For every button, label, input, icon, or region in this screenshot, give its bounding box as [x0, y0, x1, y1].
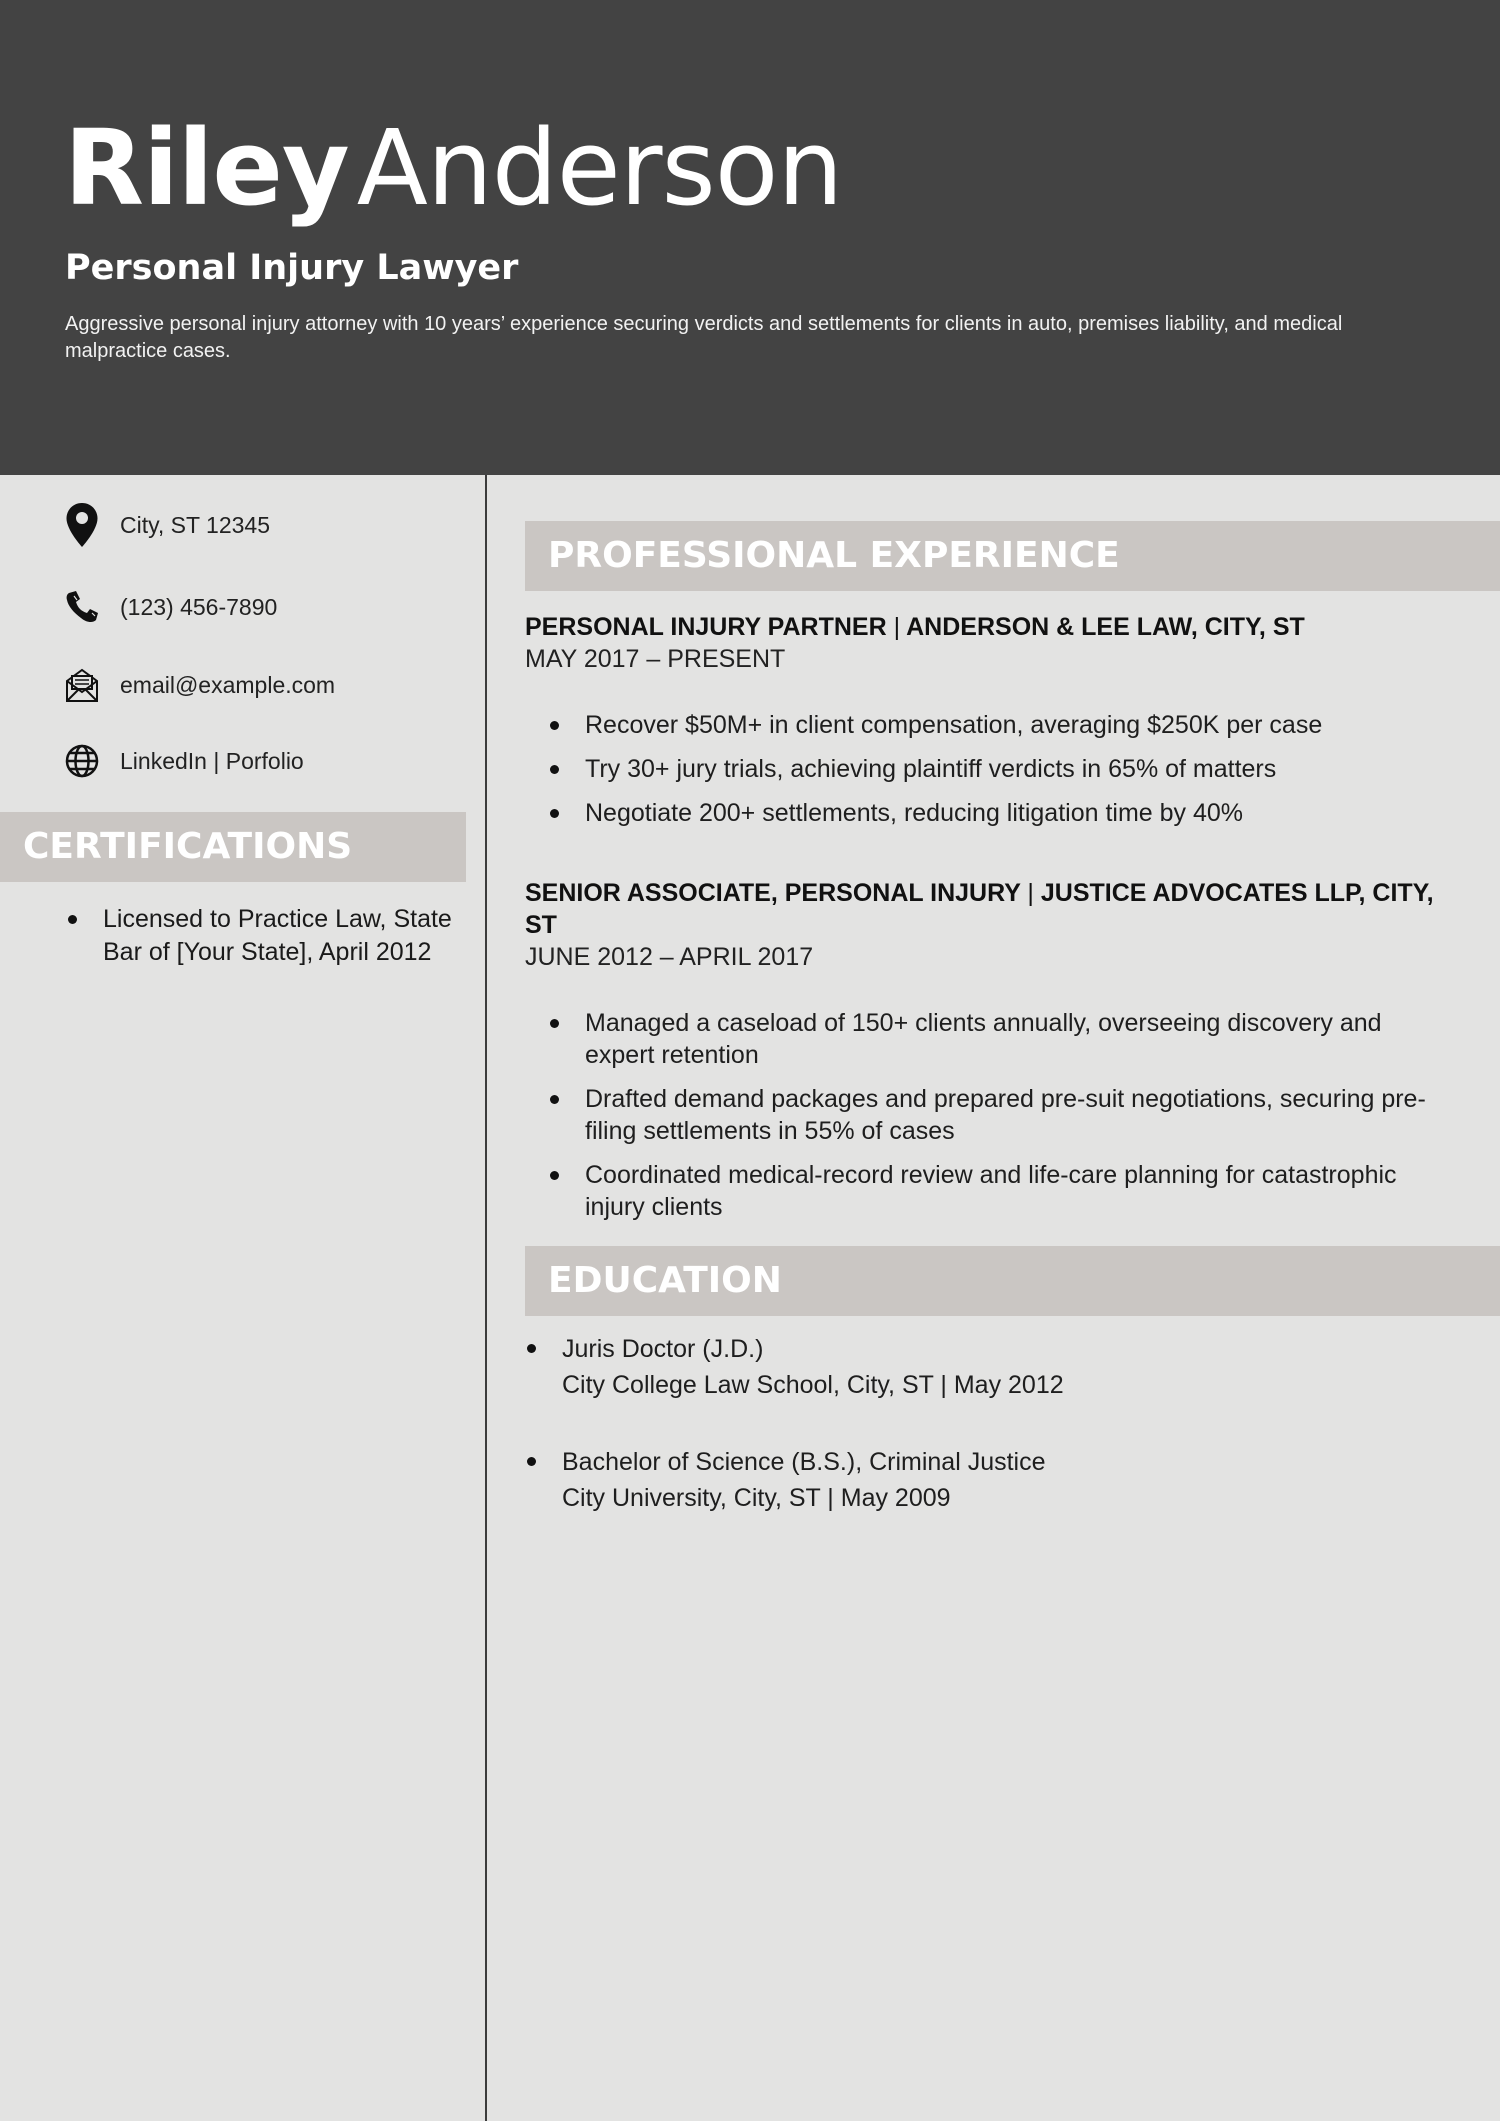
job-1-bullet: Try 30+ jury trials, achieving plaintiff verdicts in 65% of matters	[525, 753, 1455, 785]
contact-email[interactable]	[64, 661, 335, 709]
job-1-dates: MAY 2017 – PRESENT	[525, 645, 786, 673]
linkedin-link[interactable]: LinkedIn	[120, 748, 207, 774]
education-degree: Juris Doctor (J.D.)	[562, 1335, 764, 1363]
certifications-list	[65, 903, 475, 969]
email-link[interactable]: email@example.com	[120, 672, 336, 698]
job-1-title	[525, 611, 1445, 643]
experience-heading: PROFESSIONAL EXPERIENCE	[548, 535, 1120, 576]
job-2-bullets	[525, 1007, 1450, 1235]
education-item	[525, 1444, 1445, 1516]
education-list	[525, 1331, 1445, 1557]
education-degree: Bachelor of Science (B.S.), Criminal Justice	[562, 1448, 1046, 1476]
job-2-role: SENIOR ASSOCIATE, PERSONAL INJURY	[525, 879, 1021, 907]
job-title: Personal Injury Lawyer	[65, 248, 519, 288]
job-1-employer: ANDERSON & LEE LAW, CITY, ST	[906, 613, 1305, 641]
job-2-employer: JUSTICE ADVOCATES LLP, CITY, ST	[525, 879, 1434, 939]
location-pin-icon	[64, 501, 100, 549]
header-banner	[0, 0, 1500, 475]
globe-icon	[64, 737, 100, 785]
job-1-bullet: Negotiate 200+ settlements, reducing litigation time by 40%	[525, 797, 1455, 829]
education-item	[525, 1331, 1445, 1403]
certification-item: Licensed to Practice Law, State Bar of [Your State], April 2012	[65, 903, 475, 969]
links-separator: |	[213, 748, 220, 774]
education-school: City University, City, ST | May 2009	[562, 1484, 951, 1512]
certifications-heading-band	[0, 812, 466, 882]
job-1-bullet: Recover $50M+ in client compensation, averaging $250K per case	[525, 709, 1455, 741]
envelope-icon	[64, 661, 100, 709]
phone-text: (123) 456-7890	[120, 594, 278, 620]
education-school: City College Law School, City, ST | May 2012	[562, 1371, 1064, 1399]
job-2-title	[525, 877, 1445, 941]
full-name	[64, 108, 842, 228]
location-text: City, ST 12345	[120, 512, 271, 538]
job-2-separator: |	[1027, 879, 1034, 907]
contact-phone	[64, 583, 277, 631]
phone-icon	[64, 583, 100, 631]
contact-links	[64, 737, 304, 785]
job-2-bullet: Drafted demand packages and prepared pre-suit negotiations, securing pre-filing settlements in 55% of cases	[525, 1083, 1450, 1147]
education-heading: EDUCATION	[548, 1260, 782, 1301]
links-text	[120, 746, 304, 776]
job-1-bullets	[525, 709, 1455, 841]
portfolio-link[interactable]: Porfolio	[225, 748, 304, 774]
first-name: Riley	[64, 107, 349, 229]
job-1-role: PERSONAL INJURY PARTNER	[525, 613, 887, 641]
job-2-bullet: Coordinated medical-record review and life-care planning for catastrophic injury clients	[525, 1159, 1450, 1223]
certifications-heading: CERTIFICATIONS	[23, 826, 353, 867]
last-name: Anderson	[356, 107, 843, 229]
job-2-dates: JUNE 2012 – APRIL 2017	[525, 943, 814, 971]
job-2-bullet: Managed a caseload of 150+ clients annually, overseeing discovery and expert retention	[525, 1007, 1450, 1071]
education-heading-band	[525, 1246, 1500, 1316]
summary-text: Aggressive personal injury attorney with 10 years’ experience securing verdicts and settlements for clients in auto, premises liability, and medical malpractice cases.	[65, 313, 1343, 362]
column-divider	[485, 475, 487, 2121]
experience-heading-band	[525, 521, 1500, 591]
job-1-separator: |	[893, 613, 901, 641]
contact-location	[64, 501, 270, 549]
